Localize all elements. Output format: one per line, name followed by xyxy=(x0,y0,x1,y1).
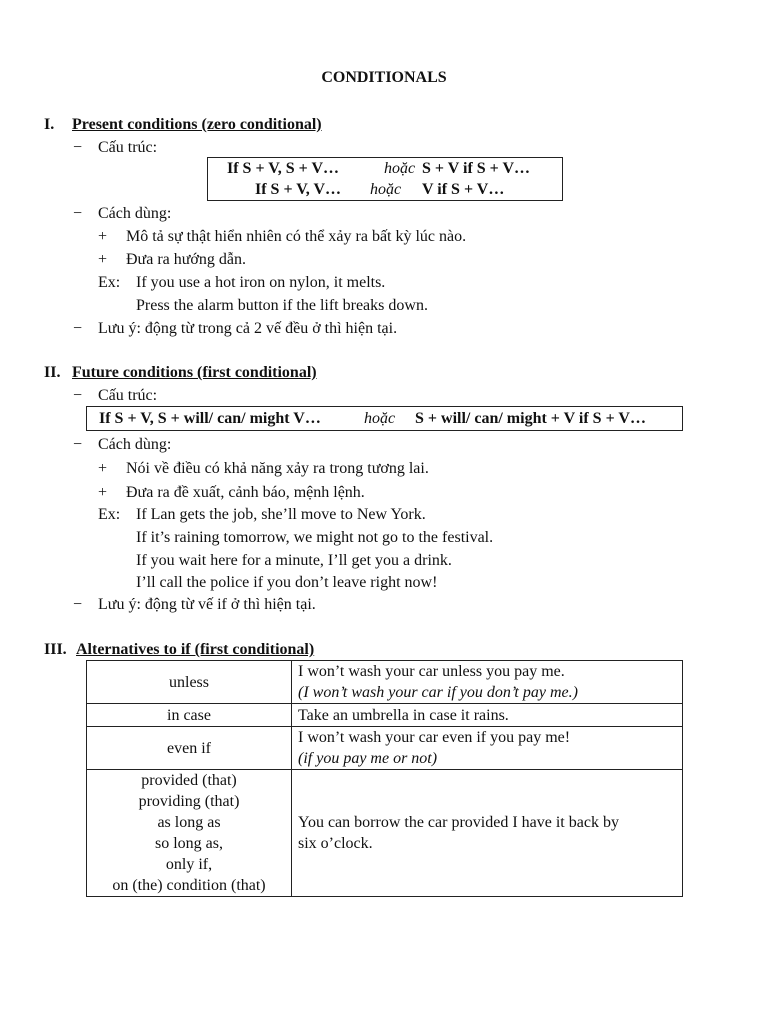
section-1-usage-1: Mô tả sự thật hiển nhiên có thể xảy ra bất kỳ lúc nào. xyxy=(126,228,467,245)
plus-bullet: + xyxy=(98,460,108,477)
dash-bullet: − xyxy=(73,205,83,222)
plus-bullet: + xyxy=(98,251,108,268)
section-2-example-2: If it’s raining tomorrow, we might not go to the festival. xyxy=(136,529,494,546)
section-1-usage-2: Đưa ra hướng dẫn. xyxy=(126,251,246,268)
table-row xyxy=(87,661,683,704)
term-line: providing (that) xyxy=(138,793,240,810)
example-paraphrase: (if you pay me or not) xyxy=(298,750,438,767)
dash-bullet: − xyxy=(73,320,83,337)
formula-a: If S + V, S + will/ can/ might V… xyxy=(99,410,321,427)
ex-label: Ex: xyxy=(98,506,121,523)
example-text: You can borrow the car provided I have it back by xyxy=(298,814,619,831)
section-1-structure-label: Cấu trúc: xyxy=(98,139,158,156)
section-1-note: Lưu ý: động từ trong cả 2 vế đều ở thì hiện tại. xyxy=(98,320,398,337)
formula-1b: S + V if S + V… xyxy=(422,160,531,177)
example-text: Take an umbrella in case it rains. xyxy=(298,706,509,724)
section-1-example-2: Press the alarm button if the lift breaks down. xyxy=(136,297,428,314)
example-paraphrase: (I won’t wash your car if you don’t pay me.) xyxy=(298,684,578,701)
term-line: so long as, xyxy=(155,835,223,852)
plus-bullet: + xyxy=(98,484,108,501)
term-cell: even if xyxy=(87,727,292,770)
formula-2a: If S + V, V… xyxy=(255,181,342,198)
section-2-example-3: If you wait here for a minute, I’ll get you a drink. xyxy=(136,552,452,569)
formula-1a: If S + V, S + V… xyxy=(227,160,340,177)
section-1-formula-box xyxy=(207,157,563,201)
page-title: CONDITIONALS xyxy=(321,69,447,86)
section-1-title: Present conditions (zero conditional) xyxy=(72,116,322,133)
term-cell: in case xyxy=(87,704,292,727)
example-cell xyxy=(292,661,683,704)
section-2-title: Future conditions (first conditional) xyxy=(72,364,317,381)
table-row xyxy=(87,704,683,727)
table-row xyxy=(87,727,683,770)
section-1-usage-label: Cách dùng: xyxy=(98,205,172,222)
formula-or: hoặc xyxy=(384,160,416,177)
example-cell xyxy=(292,770,683,897)
term-line: as long as xyxy=(157,814,221,831)
dash-bullet: − xyxy=(73,387,83,404)
formula-b: S + will/ can/ might + V if S + V… xyxy=(415,410,646,427)
section-3-title: Alternatives to if (first conditional) xyxy=(76,641,315,658)
ex-label: Ex: xyxy=(98,274,121,291)
section-2-example-1: If Lan gets the job, she’ll move to New York. xyxy=(136,506,426,523)
example-text: I won’t wash your car even if you pay me! xyxy=(298,729,571,746)
term-line: only if, xyxy=(165,856,213,873)
term-cell: unless xyxy=(87,661,292,704)
dash-bullet: − xyxy=(73,596,83,613)
dash-bullet: − xyxy=(73,436,83,453)
section-2-usage-label: Cách dùng: xyxy=(98,436,172,453)
formula-2b: V if S + V… xyxy=(422,181,505,198)
formula-or: hoặc xyxy=(370,181,402,198)
term-line: on (the) condition (that) xyxy=(112,877,266,894)
dash-bullet: − xyxy=(73,139,83,156)
table-row xyxy=(87,770,683,897)
section-1-example-1: If you use a hot iron on nylon, it melts. xyxy=(136,274,386,291)
section-2-note: Lưu ý: động từ vế if ở thì hiện tại. xyxy=(98,596,316,613)
example-cell xyxy=(292,704,683,727)
section-2-usage-1: Nói về điều có khả năng xảy ra trong tương lai. xyxy=(126,460,429,477)
section-2-structure-label: Cấu trúc: xyxy=(98,387,158,404)
example-cell xyxy=(292,727,683,770)
section-2-formula-box xyxy=(86,406,683,431)
term-cell xyxy=(87,770,292,897)
plus-bullet: + xyxy=(98,228,108,245)
alternatives-table xyxy=(86,660,683,897)
section-1-number: I. xyxy=(44,116,55,133)
section-2-example-4: I’ll call the police if you don’t leave right now! xyxy=(136,574,438,591)
section-2-usage-2: Đưa ra đề xuất, cảnh báo, mệnh lệnh. xyxy=(126,484,365,501)
section-2-number: II. xyxy=(44,364,61,381)
term-line: provided (that) xyxy=(141,772,237,789)
section-3-number: III. xyxy=(44,641,67,658)
example-text: six o’clock. xyxy=(298,835,373,852)
formula-or: hoặc xyxy=(364,410,396,427)
example-text: I won’t wash your car unless you pay me. xyxy=(298,663,565,680)
